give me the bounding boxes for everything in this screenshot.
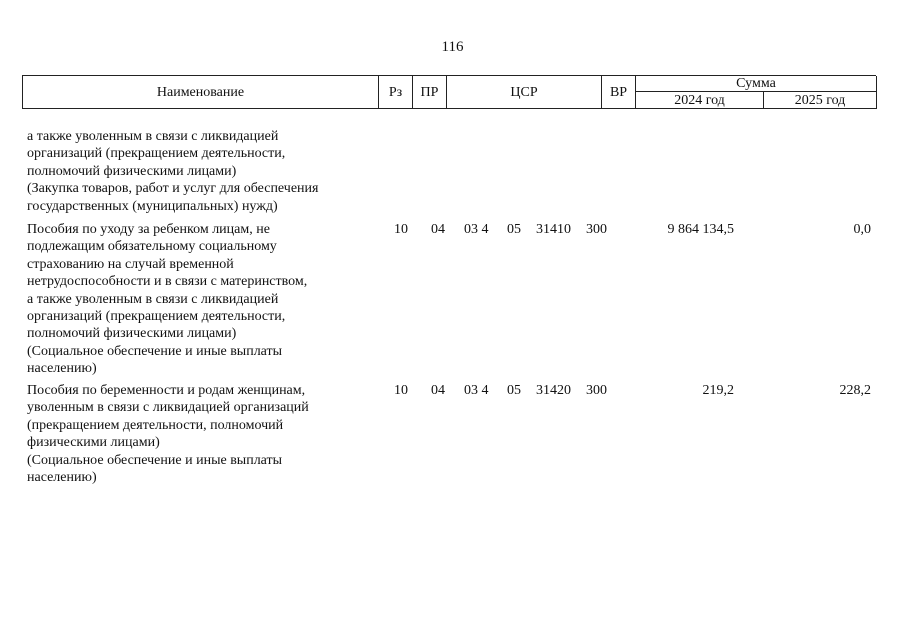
cell-sum-2025: 0,0 — [853, 222, 871, 237]
cell-sum-2024: 9 864 134,5 — [667, 222, 734, 237]
cell-sum-2025: 228,2 — [839, 383, 871, 398]
row-name-line: организаций (прекращением деятельности, — [27, 309, 286, 325]
row-name-line: физическими лицами) — [27, 435, 160, 451]
cell-csr-subprogram: 05 — [507, 222, 521, 237]
cell-csr-subprogram: 05 — [507, 383, 521, 398]
row-name-line: (Закупка товаров, работ и услуг для обеспечения — [27, 181, 319, 197]
row-name-line: населению) — [27, 361, 97, 377]
row-name-line: населению) — [27, 470, 97, 486]
row-name-line: государственных (муниципальных) нужд) — [27, 198, 278, 214]
cell-vr: 300 — [586, 222, 607, 237]
page-number: 116 — [441, 39, 464, 55]
row-name-line: полномочий физическими лицами) — [27, 163, 237, 179]
header-pr: ПР — [413, 76, 447, 109]
cell-csr-program: 03 4 — [464, 222, 489, 237]
row-name-line: уволенным в связи с ликвидацией организаций — [27, 400, 309, 416]
cell-csr-code: 31410 — [536, 222, 571, 237]
cell-pr: 04 — [431, 222, 445, 237]
row-name-line: Пособия по беременности и родам женщинам, — [27, 383, 306, 398]
header-year-2024: 2024 год — [636, 92, 764, 109]
row-name-line: (Социальное обеспечение и иные выплаты — [27, 452, 283, 468]
row-name — [27, 128, 357, 215]
row-name-line: (Социальное обеспечение и иные выплаты — [27, 343, 283, 359]
row-name-line: а также уволенным в связи с ликвидацией — [27, 291, 279, 307]
header-rz: Рз — [379, 76, 413, 109]
cell-csr-code: 31420 — [536, 383, 571, 398]
cell-rz: 10 — [394, 222, 408, 237]
row-name-line: полномочий физическими лицами) — [27, 326, 237, 342]
row-name — [27, 221, 357, 378]
row-name-line: подлежащим обязательному социальному — [27, 239, 277, 255]
row-name-line: страхованию на случай временной — [27, 256, 234, 272]
header-sum-group — [636, 76, 877, 109]
row-name-line: (прекращением деятельности, полномочий — [27, 417, 284, 433]
row-name-line: Пособия по уходу за ребенком лицам, не — [27, 222, 270, 237]
table-header — [22, 75, 876, 109]
cell-pr: 04 — [431, 383, 445, 398]
cell-vr: 300 — [586, 383, 607, 398]
cell-csr-program: 03 4 — [464, 383, 489, 398]
cell-sum-2024: 219,2 — [702, 383, 734, 398]
header-vr: ВР — [602, 76, 636, 109]
row-name-line: а также уволенным в связи с ликвидацией — [27, 129, 279, 144]
row-name-line: нетрудоспособности и в связи с материнством, — [27, 274, 308, 290]
cell-rz: 10 — [394, 383, 408, 398]
header-name: Наименование — [23, 76, 379, 109]
header-csr: ЦСР — [447, 76, 602, 109]
header-year-2025: 2025 год — [794, 92, 846, 108]
row-name-line: организаций (прекращением деятельности, — [27, 146, 286, 162]
header-sum: Сумма — [636, 76, 876, 92]
row-name — [27, 382, 357, 486]
